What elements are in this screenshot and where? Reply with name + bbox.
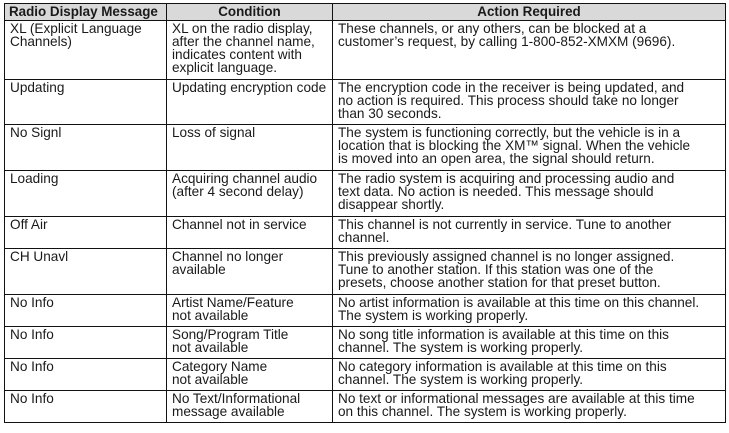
header-condition: Condition [167,4,333,21]
condition-cell: No Text/Informational message available [167,391,333,423]
action-cell: These channels, or any others, can be blocked at a customer’s request, by calling 1-800-852-XMXM (9696). [333,21,726,80]
message-cell: XL (Explicit Language Channels) [5,21,167,80]
header-action-required: Action Required [333,4,726,21]
message-cell: Updating [5,80,167,125]
condition-cell: Song/Program Title not available [167,327,333,359]
message-cell: No Info [5,327,167,359]
table-row [5,359,726,391]
message-cell: No Signl [5,125,167,171]
condition-cell: Updating encryption code [167,80,333,125]
action-cell: No text or informational messages are available at this time on this channel. The system is working properly. [333,391,726,423]
action-cell: No category information is available at this time on this channel. The system is working properly. [333,359,726,391]
condition-cell: Artist Name/Feature not available [167,295,333,327]
message-cell: Off Air [5,217,167,249]
table-row [5,295,726,327]
table-row [5,327,726,359]
action-cell: The encryption code in the receiver is being updated, and no action is required. This process should take no longer than 30 seconds. [333,80,726,125]
table-row [5,125,726,171]
message-cell: No Info [5,359,167,391]
table-row [5,21,726,80]
action-cell: No artist information is available at this time on this channel. The system is working properly. [333,295,726,327]
table-row [5,171,726,217]
action-cell: The radio system is acquiring and processing audio and text data. No action is needed. This message should disappear shortly. [333,171,726,217]
condition-cell: Loss of signal [167,125,333,171]
action-cell: No song title information is available at this time on this channel. The system is working properly. [333,327,726,359]
radio-display-messages-table [4,3,726,423]
condition-cell: XL on the radio display, after the channel name, indicates content with explicit language. [167,21,333,80]
action-cell: This channel is not currently in service. Tune to another channel. [333,217,726,249]
table-header-row [5,4,726,21]
message-cell: No Info [5,295,167,327]
table-row [5,80,726,125]
table-row [5,391,726,423]
message-cell: No Info [5,391,167,423]
table-row [5,249,726,295]
action-cell: This previously assigned channel is no longer assigned. Tune to another station. If this station was one of the presets, choose another station for that preset button. [333,249,726,295]
table-row [5,217,726,249]
message-cell: CH Unavl [5,249,167,295]
condition-cell: Acquiring channel audio (after 4 second delay) [167,171,333,217]
condition-cell: Channel no longer available [167,249,333,295]
condition-cell: Channel not in service [167,217,333,249]
condition-cell: Category Name not available [167,359,333,391]
message-cell: Loading [5,171,167,217]
header-radio-display-message: Radio Display Message [5,4,167,21]
action-cell: The system is functioning correctly, but the vehicle is in a location that is blocking the XM™ signal. When the vehicle is moved into an open area, the signal should return. [333,125,726,171]
